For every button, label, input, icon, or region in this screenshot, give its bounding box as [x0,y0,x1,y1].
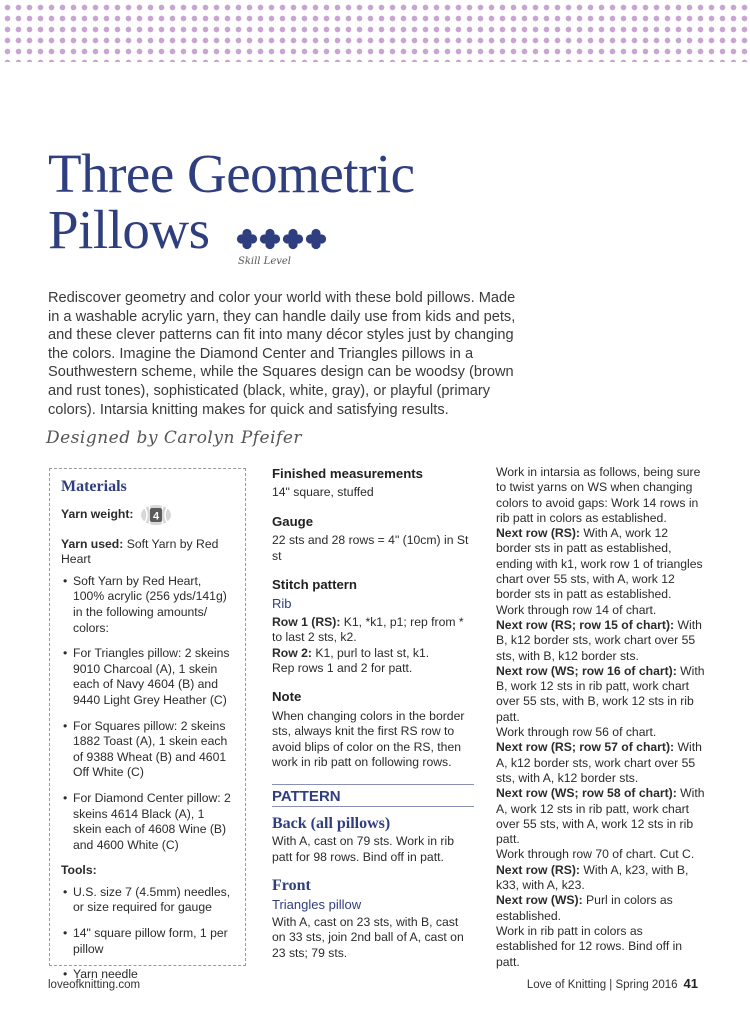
row-2-text: K1, purl to last st, k1. [311,645,430,660]
flower-icon [305,228,327,250]
flower-icon [236,228,258,250]
instruction-paragraph: Next row (WS; row 58 of chart): With A, work 12 sts in rib patt, work chart over 55 sts, with A, work 12 sts in rib patt. [496,786,705,847]
list-item: • For Squares pillow: 2 skeins 1882 Toast (A), 1 skein each of 9388 Wheat (B) and 4601 Off White (C) [61,719,235,781]
rib-subheading: Rib [272,596,292,612]
instruction-paragraph: Next row (RS): With A, k23, with B, k33, with A, k23. [496,862,689,893]
triangles-text: With A, cast on 23 sts, with B, cast on 33 sts, join 2nd ball of A, cast on 23 sts; 79 sts. [272,914,464,960]
intro-paragraph: Rediscover geometry and color your world with these bold pillows. Made in a washable acrylic yarn, they can handle daily use from kids and pets, and these clever patterns can fit into many décor styles just by changing the colors. Imagine the Diamond Center and Triangles pillows in a Southwestern scheme, while the Squares design can be woodsy (brown and rust tones), sophisticated (black, white, gray), or playful (primary colors). Intarsia knitting makes for quick and satisfying results. [48,290,516,418]
note-heading: Note [272,689,302,705]
yarn-weight-number: 4 [153,510,160,523]
rep-text: Rep rows 1 and 2 for patt. [272,661,413,676]
gauge-text: 22 sts and 28 rows = 4" (10cm) in St st [272,533,469,563]
footer-website[interactable]: loveofknitting.com [48,979,141,991]
finished-measurements-text: 14" square, stuffed [272,485,374,500]
yarn-used [61,537,235,568]
issue-date: Spring 2016 [615,979,678,991]
stitch-pattern-heading: Stitch pattern [272,577,357,593]
list-item: • Yarn needle [61,967,235,983]
instruction-paragraph: Work in intarsia as follows, being sure to twist yarns on WS when changing colors to avoid gaps: Work 14 rows in rib patt in colors as established. [496,465,701,525]
flower-icon [259,228,281,250]
instruction-paragraph: Work through row 70 of chart. Cut C. [496,847,695,862]
row-1-text: K1, *k1, p1; rep from * to last 2 sts, k2. [272,614,464,645]
page-title [48,143,415,260]
footer-publication: Love of Knitting | Spring 2016 41 [526,976,698,991]
title-line-2: Pillows [48,199,210,260]
yarn-weight-icon [140,504,172,526]
instructions-column-3 [496,465,706,970]
list-item: • 14" square pillow form, 1 per pillow [61,926,235,957]
instructions-column-2 [272,466,474,974]
dotted-header-pattern [0,0,750,62]
rib-instructions [272,615,474,677]
list-item: • Soft Yarn by Red Heart, 100% acrylic (256 yds/141g) in the following amounts/ colors: [61,574,235,636]
triangles-subheading: Triangles pillow [272,896,362,912]
designer-credit: Designed by Carolyn Pfeifer [46,428,303,448]
yarn-used-label: Yarn used: [61,536,124,551]
instruction-paragraph: Next row (RS; row 57 of chart): With A, k12 border sts, work chart over 55 sts, with A, k12 border sts. [496,740,702,785]
instruction-paragraph: Next row (WS): Purl in colors as established. [496,893,673,923]
finished-measurements-heading: Finished measurements [272,466,423,481]
yarn-weight [61,504,235,526]
gauge-heading: Gauge [272,513,314,529]
materials-box [49,468,246,982]
yarn-used-value: Soft Yarn by Red Heart [61,536,219,567]
instruction-paragraph: Next row (WS; row 16 of chart): With B, work 12 sts in rib patt, work chart over 55 sts, with B, work 12 sts in rib patt. [496,663,705,724]
instruction-paragraph: Work in rib patt in colors as established for 12 rows. Bind off in patt. [496,923,683,969]
skill-level-icons [236,228,327,250]
skill-level-label: Skill Level [238,256,292,267]
title-line-1: Three Geometric [48,143,415,204]
instruction-paragraph: Next row (RS; row 15 of chart): With B, k12 border sts, work chart over 55 sts, with B, k12 border sts. [496,617,702,663]
row-1-label: Row 1 (RS): [272,614,341,629]
instruction-paragraph: Work through row 56 of chart. [496,725,657,740]
instruction-paragraph: Work through row 14 of chart. [496,602,657,617]
tools-heading: Tools: [61,863,97,878]
back-heading: Back (all pillows) [272,814,391,832]
page-number: 41 [683,976,698,991]
flower-icon [282,228,304,250]
materials-heading: Materials [61,478,127,495]
magazine-name: Love of Knitting [526,979,607,991]
front-heading: Front [272,877,311,895]
list-item: • For Diamond Center pillow: 2 skeins 4614 Black (A), 1 skein each of 4608 Wine (B) and 4600 White (C) [61,791,235,853]
materials-list [61,574,235,854]
skill-level [236,228,327,267]
row-2-label: Row 2: [272,645,312,660]
note-text: When changing colors in the border sts, always knit the first RS row to avoid blips of color on the RS, then work in rib patt on following rows. [272,708,465,770]
yarn-weight-label: Yarn weight: [61,506,134,521]
pattern-heading: PATTERN [272,784,474,807]
list-item: • U.S. size 7 (4.5mm) needles, or size required for gauge [61,885,235,916]
back-text: With A, cast on 79 sts. Work in rib patt for 98 rows. Bind off in patt. [272,834,454,864]
instruction-paragraph: Next row (RS): With A, work 12 border sts in patt as established, ending with k1, work row 1 of triangles chart over 55 sts, with A, work 12 border sts in patt as established. [496,526,703,602]
tools-list [61,885,235,983]
list-item: • For Triangles pillow: 2 skeins 9010 Charcoal (A), 1 skein each of Navy 4604 (B) and 9440 Light Grey Heather (C) [61,646,235,708]
